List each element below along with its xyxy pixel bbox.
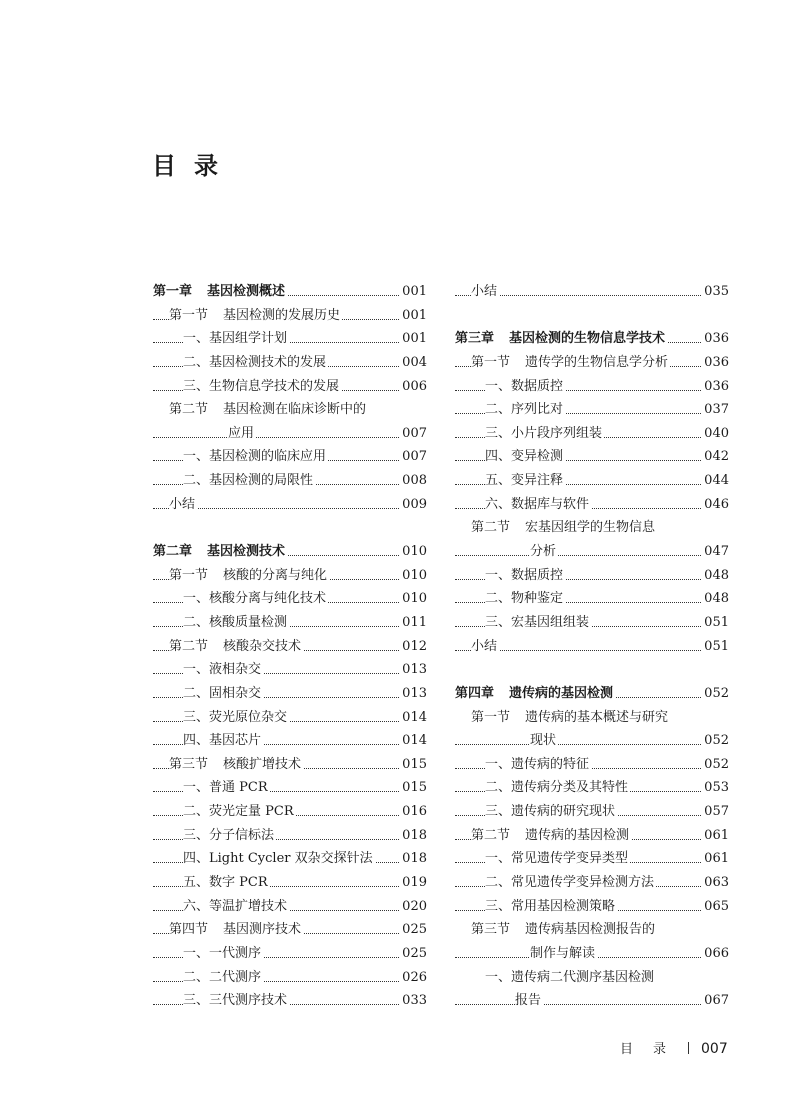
toc-item[interactable] bbox=[455, 587, 729, 611]
footer-separator bbox=[688, 1042, 689, 1054]
entry-label bbox=[471, 918, 657, 942]
entry-label bbox=[183, 658, 263, 682]
toc-item[interactable] bbox=[455, 398, 729, 422]
entry-prefix: 第一节 bbox=[169, 307, 209, 323]
toc-chapter[interactable] bbox=[455, 682, 729, 706]
entry-text: 二、基因检测技术的发展 bbox=[183, 354, 327, 370]
entry-label bbox=[228, 422, 256, 446]
toc-item[interactable] bbox=[455, 611, 729, 635]
entry-prefix: 第二章 bbox=[153, 544, 193, 560]
entry-text: 六、等温扩增技术 bbox=[183, 898, 288, 914]
entry-text: 五、变异注释 bbox=[485, 473, 564, 489]
entry-page-number: 019 bbox=[400, 871, 427, 895]
toc-item[interactable] bbox=[153, 587, 427, 611]
entry-label bbox=[183, 966, 263, 990]
entry-page-number: 061 bbox=[702, 847, 729, 871]
entry-label bbox=[183, 327, 289, 351]
entry-text: 小结 bbox=[471, 638, 498, 654]
toc-item[interactable] bbox=[153, 351, 427, 375]
entry-page-number: 051 bbox=[702, 635, 729, 659]
entry-text: 基因检测概述 bbox=[207, 284, 286, 299]
entry-prefix: 第二节 bbox=[471, 827, 511, 843]
entry-page-number: 057 bbox=[702, 800, 729, 824]
entry-text: 基因检测技术 bbox=[207, 544, 286, 560]
entry-page-number: 010 bbox=[400, 540, 427, 564]
toc-item[interactable] bbox=[153, 611, 427, 635]
toc-item[interactable] bbox=[153, 375, 427, 399]
entry-text: 三、荧光原位杂交 bbox=[183, 709, 288, 725]
entry-page-number: 046 bbox=[702, 493, 729, 517]
entry-label bbox=[485, 847, 630, 871]
entry-text: 现状 bbox=[530, 733, 557, 749]
entry-prefix: 第二节 bbox=[169, 402, 209, 418]
entry-text: 基因测序技术 bbox=[223, 922, 302, 938]
entry-text: 二、基因检测的局限性 bbox=[183, 473, 314, 489]
entry-prefix: 第四节 bbox=[169, 922, 209, 938]
entry-page-number: 033 bbox=[400, 989, 427, 1013]
entry-label bbox=[183, 871, 270, 895]
toc-item[interactable] bbox=[153, 327, 427, 351]
entry-label bbox=[183, 942, 263, 966]
entry-prefix: 第三节 bbox=[471, 922, 511, 938]
entry-text: 一、数据质控 bbox=[485, 378, 564, 394]
entry-label bbox=[183, 682, 263, 706]
toc-item[interactable] bbox=[455, 847, 729, 871]
entry-page-number: 052 bbox=[702, 729, 729, 753]
entry-label bbox=[471, 516, 657, 540]
entry-label bbox=[183, 729, 263, 753]
entry-label bbox=[183, 469, 315, 493]
entry-page-number: 052 bbox=[702, 753, 729, 777]
entry-text: 四、Light Cycler 双杂交探针法 bbox=[183, 851, 373, 867]
toc-section[interactable] bbox=[455, 824, 729, 848]
entry-page-number: 037 bbox=[702, 398, 729, 422]
entry-label bbox=[485, 375, 565, 399]
toc-summary[interactable] bbox=[455, 635, 729, 659]
entry-prefix: 第三章 bbox=[455, 331, 495, 347]
entry-page-number: 048 bbox=[702, 564, 729, 588]
entry-page-number: 020 bbox=[400, 895, 427, 919]
entry-label bbox=[183, 824, 276, 848]
toc-item[interactable] bbox=[455, 871, 729, 895]
toc-summary[interactable] bbox=[455, 280, 729, 304]
toc-item[interactable] bbox=[153, 682, 427, 706]
entry-label bbox=[485, 776, 630, 800]
entry-text: 四、基因芯片 bbox=[183, 733, 262, 749]
entry-label bbox=[183, 895, 289, 919]
entry-label bbox=[530, 540, 558, 564]
toc-item[interactable] bbox=[455, 564, 729, 588]
entry-page-number: 009 bbox=[400, 493, 427, 517]
toc-item-continued[interactable] bbox=[455, 989, 729, 1013]
entry-text: 宏基因组学的生物信息 bbox=[525, 520, 656, 536]
entry-label bbox=[183, 611, 289, 635]
entry-page-number: 047 bbox=[702, 540, 729, 564]
entry-page-number: 065 bbox=[702, 895, 729, 919]
entry-label bbox=[485, 966, 656, 990]
entry-label bbox=[530, 729, 558, 753]
entry-text: 制作与解读 bbox=[530, 945, 596, 961]
entry-text: 一、遗传病二代测序基因检测 bbox=[485, 969, 655, 985]
toc-item[interactable] bbox=[153, 776, 427, 800]
entry-text: 四、变异检测 bbox=[485, 449, 564, 465]
entry-prefix: 第四章 bbox=[455, 685, 495, 701]
entry-text: 小结 bbox=[471, 284, 498, 299]
entry-label bbox=[485, 800, 617, 824]
entry-label bbox=[169, 635, 303, 659]
toc-column-left bbox=[153, 280, 427, 1013]
entry-page-number: 025 bbox=[400, 918, 427, 942]
entry-text: 三、小片段序列组装 bbox=[485, 425, 603, 441]
entry-page-number: 040 bbox=[702, 422, 729, 446]
toc-item[interactable] bbox=[455, 375, 729, 399]
entry-label bbox=[455, 327, 667, 351]
entry-label bbox=[183, 706, 289, 730]
toc-section[interactable] bbox=[153, 753, 427, 777]
entry-page-number: 051 bbox=[702, 611, 729, 635]
toc-section[interactable] bbox=[153, 635, 427, 659]
entry-label bbox=[471, 706, 670, 730]
toc-section[interactable] bbox=[455, 918, 729, 942]
toc-section[interactable] bbox=[153, 918, 427, 942]
entry-prefix: 第一节 bbox=[471, 354, 511, 370]
toc-item[interactable] bbox=[455, 493, 729, 517]
toc-item[interactable] bbox=[153, 729, 427, 753]
entry-page-number: 007 bbox=[400, 445, 427, 469]
entry-page-number: 048 bbox=[702, 587, 729, 611]
entry-text: 二、物种鉴定 bbox=[485, 591, 564, 607]
toc-item[interactable] bbox=[455, 895, 729, 919]
entry-text: 应用 bbox=[228, 425, 255, 441]
entry-label bbox=[169, 564, 329, 588]
toc-item[interactable] bbox=[455, 776, 729, 800]
entry-label bbox=[530, 942, 597, 966]
entry-page-number: 035 bbox=[702, 280, 729, 304]
entry-text: 遗传病基因检测报告的 bbox=[525, 922, 656, 938]
toc-item[interactable] bbox=[153, 895, 427, 919]
entry-page-number: 067 bbox=[702, 989, 729, 1013]
entry-text: 二、序列比对 bbox=[485, 402, 564, 418]
entry-page-number: 042 bbox=[702, 445, 729, 469]
entry-text: 二、荧光定量 PCR bbox=[183, 804, 294, 820]
entry-text: 二、常见遗传学变异检测方法 bbox=[485, 875, 655, 891]
toc-item[interactable] bbox=[153, 658, 427, 682]
entry-text: 一、液相杂交 bbox=[183, 662, 262, 678]
leader-dots bbox=[455, 744, 705, 745]
toc-item[interactable] bbox=[153, 469, 427, 493]
entry-label bbox=[485, 895, 617, 919]
toc-item[interactable] bbox=[153, 966, 427, 990]
toc-item[interactable] bbox=[153, 706, 427, 730]
entry-page-number: 044 bbox=[702, 469, 729, 493]
entry-prefix: 第二节 bbox=[471, 520, 511, 536]
entry-page-number: 036 bbox=[702, 327, 729, 351]
toc-item[interactable] bbox=[455, 753, 729, 777]
entry-label bbox=[183, 847, 375, 871]
entry-label bbox=[471, 635, 499, 659]
entry-label bbox=[183, 587, 328, 611]
entry-page-number: 014 bbox=[400, 729, 427, 753]
entry-label bbox=[485, 564, 565, 588]
entry-text: 二、二代测序 bbox=[183, 969, 262, 985]
entry-label bbox=[485, 422, 604, 446]
entry-page-number: 018 bbox=[400, 824, 427, 848]
toc-item[interactable] bbox=[455, 469, 729, 493]
leader-dots bbox=[455, 1004, 705, 1005]
entry-label bbox=[515, 989, 543, 1013]
entry-label bbox=[169, 753, 303, 777]
entry-page-number: 016 bbox=[400, 800, 427, 824]
toc-section-continued[interactable] bbox=[153, 422, 427, 446]
entry-page-number: 010 bbox=[400, 564, 427, 588]
entry-text: 二、遗传病分类及其特性 bbox=[485, 780, 629, 796]
entry-label bbox=[485, 398, 565, 422]
toc-item[interactable] bbox=[153, 942, 427, 966]
entry-text: 一、常见遗传学变异类型 bbox=[485, 851, 629, 867]
entry-label bbox=[169, 398, 368, 422]
entry-text: 遗传病的基因检测 bbox=[525, 827, 630, 843]
entry-text: 三、分子信标法 bbox=[183, 827, 275, 843]
entry-page-number: 007 bbox=[400, 422, 427, 446]
entry-page-number: 015 bbox=[400, 776, 427, 800]
entry-text: 基因检测的生物信息学技术 bbox=[509, 331, 666, 347]
entry-text: 核酸杂交技术 bbox=[223, 638, 302, 654]
toc-section[interactable] bbox=[455, 516, 729, 540]
entry-page-number: 026 bbox=[400, 966, 427, 990]
entry-label bbox=[153, 280, 287, 304]
entry-page-number: 012 bbox=[400, 635, 427, 659]
entry-text: 遗传病的基本概述与研究 bbox=[525, 709, 669, 725]
entry-label bbox=[183, 375, 341, 399]
entry-page-number: 018 bbox=[400, 847, 427, 871]
entry-text: 三、生物信息学技术的发展 bbox=[183, 378, 340, 394]
toc-chapter[interactable] bbox=[153, 280, 427, 304]
entry-label bbox=[183, 351, 328, 375]
entry-text: 一、基因检测的临床应用 bbox=[183, 449, 327, 465]
entry-text: 分析 bbox=[530, 544, 557, 560]
entry-page-number: 053 bbox=[702, 776, 729, 800]
leader-dots bbox=[455, 555, 705, 556]
entry-page-number: 013 bbox=[400, 658, 427, 682]
entry-page-number: 013 bbox=[400, 682, 427, 706]
entry-text: 一、普通 PCR bbox=[183, 780, 268, 796]
entry-label bbox=[485, 469, 565, 493]
entry-text: 遗传病的基因检测 bbox=[509, 685, 614, 701]
entry-label bbox=[169, 493, 197, 517]
entry-text: 二、固相杂交 bbox=[183, 685, 262, 701]
entry-label bbox=[183, 800, 296, 824]
entry-text: 一、一代测序 bbox=[183, 945, 262, 961]
toc-section[interactable] bbox=[455, 706, 729, 730]
entry-page-number: 061 bbox=[702, 824, 729, 848]
toc-section-continued[interactable] bbox=[455, 729, 729, 753]
entry-text: 遗传学的生物信息学分析 bbox=[525, 354, 669, 370]
entry-text: 基因检测的发展历史 bbox=[223, 307, 341, 323]
entry-page-number: 008 bbox=[400, 469, 427, 493]
entry-page-number: 015 bbox=[400, 753, 427, 777]
entry-text: 一、核酸分离与纯化技术 bbox=[183, 591, 327, 607]
leader-dots bbox=[153, 437, 403, 438]
toc-item[interactable] bbox=[153, 871, 427, 895]
entry-text: 小结 bbox=[169, 496, 196, 512]
entry-page-number: 052 bbox=[702, 682, 729, 706]
entry-label bbox=[485, 445, 565, 469]
entry-text: 核酸的分离与纯化 bbox=[223, 567, 328, 583]
entry-text: 报告 bbox=[515, 993, 542, 1009]
toc-item[interactable] bbox=[153, 824, 427, 848]
entry-page-number: 001 bbox=[400, 304, 427, 328]
toc-section[interactable] bbox=[153, 564, 427, 588]
entry-text: 一、数据质控 bbox=[485, 567, 564, 583]
entry-label bbox=[471, 280, 499, 304]
toc-summary[interactable] bbox=[153, 493, 427, 517]
entry-label bbox=[455, 682, 615, 706]
toc-item[interactable] bbox=[455, 966, 729, 990]
entry-label bbox=[485, 753, 591, 777]
entry-prefix: 第二节 bbox=[169, 638, 209, 654]
entry-label bbox=[485, 611, 591, 635]
page-footer bbox=[620, 1038, 728, 1057]
toc-item[interactable] bbox=[153, 847, 427, 871]
toc-section-continued[interactable] bbox=[455, 540, 729, 564]
entry-label bbox=[169, 304, 342, 328]
entry-page-number: 010 bbox=[400, 587, 427, 611]
entry-label bbox=[485, 587, 565, 611]
toc-item[interactable] bbox=[455, 445, 729, 469]
entry-prefix: 第三节 bbox=[169, 756, 209, 772]
entry-label bbox=[153, 540, 287, 564]
toc-chapter[interactable] bbox=[153, 540, 427, 564]
entry-label bbox=[183, 776, 270, 800]
page-number: 007 bbox=[701, 1041, 728, 1057]
entry-page-number: 001 bbox=[400, 280, 427, 304]
entry-text: 三、三代测序技术 bbox=[183, 993, 288, 1009]
toc-item[interactable] bbox=[153, 800, 427, 824]
toc-item[interactable] bbox=[455, 800, 729, 824]
toc-chapter[interactable] bbox=[455, 327, 729, 351]
entry-text: 核酸扩增技术 bbox=[223, 756, 302, 772]
entry-label bbox=[183, 445, 328, 469]
entry-page-number: 025 bbox=[400, 942, 427, 966]
entry-text: 三、常用基因检测策略 bbox=[485, 898, 616, 914]
entry-page-number: 011 bbox=[400, 611, 427, 635]
entry-text: 基因检测在临床诊断中的 bbox=[223, 402, 367, 418]
toc-item[interactable] bbox=[153, 989, 427, 1013]
toc-section[interactable] bbox=[153, 304, 427, 328]
toc-section[interactable] bbox=[455, 351, 729, 375]
toc-column-right bbox=[455, 280, 729, 1013]
entry-label bbox=[471, 351, 670, 375]
entry-text: 一、基因组学计划 bbox=[183, 331, 288, 347]
entry-label bbox=[169, 918, 303, 942]
toc-item[interactable] bbox=[455, 422, 729, 446]
entry-text: 三、宏基因组组装 bbox=[485, 614, 590, 630]
entry-prefix: 第一节 bbox=[471, 709, 511, 725]
entry-label bbox=[471, 824, 631, 848]
page-title: 目录 bbox=[152, 152, 236, 180]
entry-page-number: 001 bbox=[400, 327, 427, 351]
entry-page-number: 004 bbox=[400, 351, 427, 375]
entry-text: 一、遗传病的特征 bbox=[485, 756, 590, 772]
entry-page-number: 066 bbox=[702, 942, 729, 966]
toc-item[interactable] bbox=[153, 445, 427, 469]
entry-page-number: 036 bbox=[702, 351, 729, 375]
toc-section[interactable] bbox=[153, 398, 427, 422]
entry-text: 五、数字 PCR bbox=[183, 875, 268, 891]
toc-section-continued[interactable] bbox=[455, 942, 729, 966]
entry-page-number: 014 bbox=[400, 706, 427, 730]
entry-text: 二、核酸质量检测 bbox=[183, 614, 288, 630]
entry-prefix: 第一节 bbox=[169, 567, 209, 583]
entry-page-number: 006 bbox=[400, 375, 427, 399]
entry-label bbox=[485, 871, 656, 895]
entry-label bbox=[183, 989, 289, 1013]
entry-label bbox=[485, 493, 591, 517]
entry-prefix: 第一章 bbox=[153, 284, 193, 299]
entry-page-number: 036 bbox=[702, 375, 729, 399]
entry-text: 三、遗传病的研究现状 bbox=[485, 804, 616, 820]
footer-title: 目录 bbox=[620, 1042, 687, 1057]
entry-page-number: 063 bbox=[702, 871, 729, 895]
entry-text: 六、数据库与软件 bbox=[485, 496, 590, 512]
